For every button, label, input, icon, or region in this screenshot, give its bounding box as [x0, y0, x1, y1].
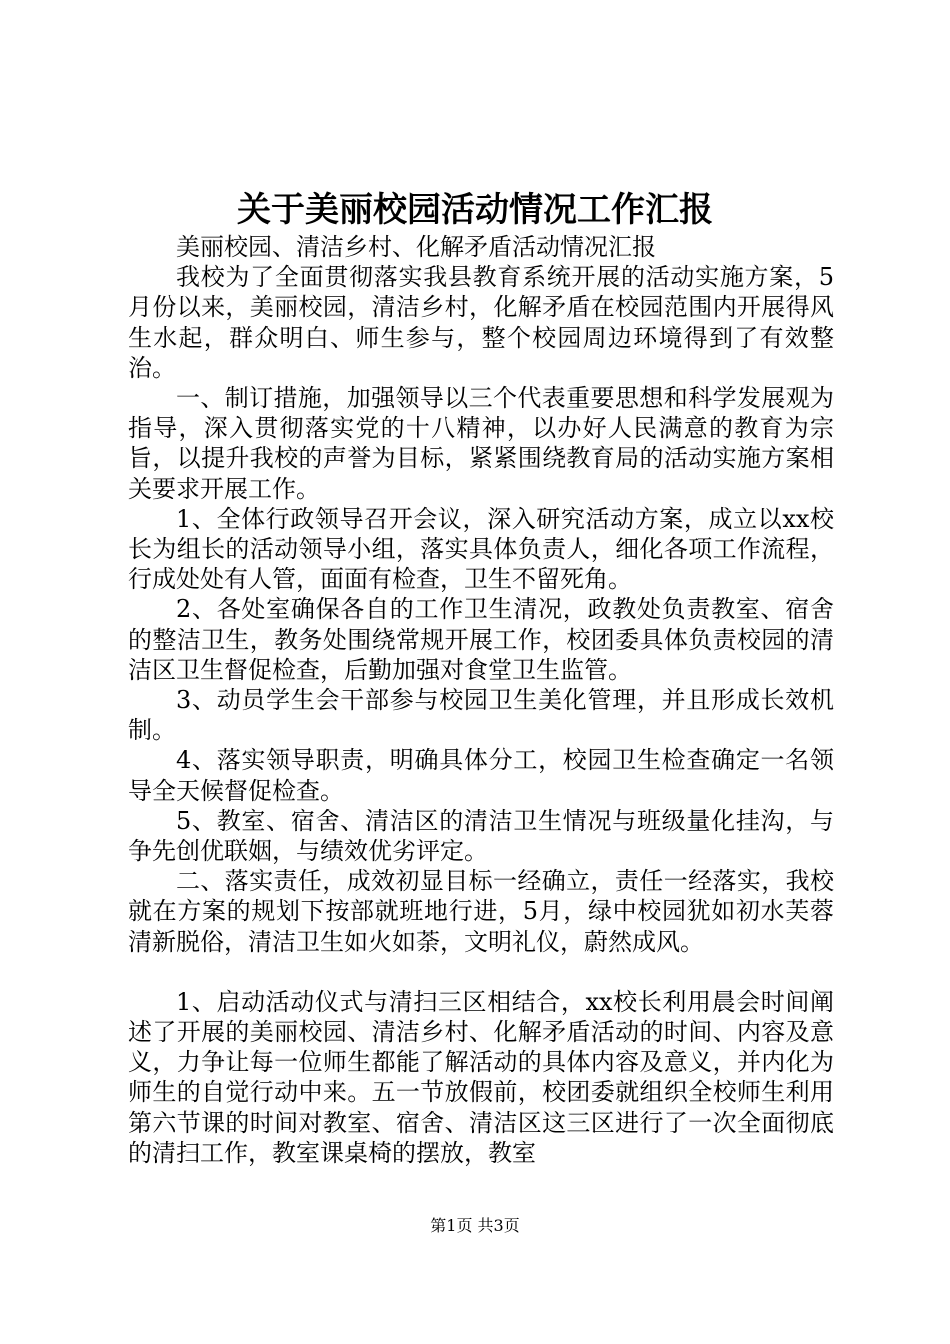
document-body [128, 232, 834, 1168]
paragraph-item-3: 3、动员学生会干部参与校园卫生美化管理，并且形成长效机制。 [128, 686, 834, 745]
paragraph-subtitle: 美丽校园、清洁乡村、化解矛盾活动情况汇报 [176, 233, 656, 261]
paragraph-section-2: 二、落实责任，成效初显目标一经确立，责任一经落实，我校就在方案的规划下按部就班地行进，5月，绿中校园犹如初水芙蓉清新脱俗，清洁卫生如火如荼，文明礼仪，蔚然成风。 [128, 867, 834, 956]
paragraph-section-2-item-1: 1、启动活动仪式与清扫三区相结合，xx校长利用晨会时间阐述了开展的美丽校园、清洁乡村、化解矛盾活动的时间、内容及意义，力争让每一位师生都能了解活动的具体内容及意义，并内化为师生的自觉行动中来。五一节放假前，校团委就组织全校师生利用第六节课的时间对教室、宿舍、清洁区这三区进行了一次全面彻底的清扫工作，教室课桌椅的摆放，教室 [128, 987, 834, 1167]
paragraph-item-2: 2、各处室确保各自的工作卫生清况，政教处负责教室、宿舍的整洁卫生，教务处围绕常规开展工作，校团委具体负责校园的清洁区卫生督促检查，后勤加强对食堂卫生监管。 [128, 595, 834, 684]
paragraph-item-5: 5、教室、宿舍、清洁区的清洁卫生情况与班级量化挂沟，与争先创优联姻，与绩效优劣评定。 [128, 806, 834, 866]
paragraph-section-1: 一、制订措施，加强领导以三个代表重要思想和科学发展观为指导，深入贯彻落实党的十八精神，以办好人民满意的教育为宗旨，以提升我校的声誉为目标，紧紧围绕教育局的活动实施方案相关要求开展工作。 [128, 384, 834, 503]
paragraph-gap [128, 957, 834, 987]
paragraph-item-1: 1、全体行政领导召开会议，深入研究活动方案，成立以xx校长为组长的活动领导小组，落实具体负责人，细化各项工作流程，行成处处有人管，面面有检查，卫生不留死角。 [128, 504, 834, 594]
document-title: 关于美丽校园活动情况工作汇报 [237, 190, 713, 230]
paragraph-intro: 我校为了全面贯彻落实我县教育系统开展的活动实施方案，5月份以来，美丽校园，清洁乡村，化解矛盾在校园范围内开展得风生水起，群众明白、师生参与，整个校园周边环境得到了有效整治。 [128, 263, 834, 382]
paragraph-item-4: 4、落实领导职责，明确具体分工，校园卫生检查确定一名领导全天候督促检查。 [128, 746, 834, 805]
page-footer: 第1页 共3页 [430, 1216, 520, 1235]
